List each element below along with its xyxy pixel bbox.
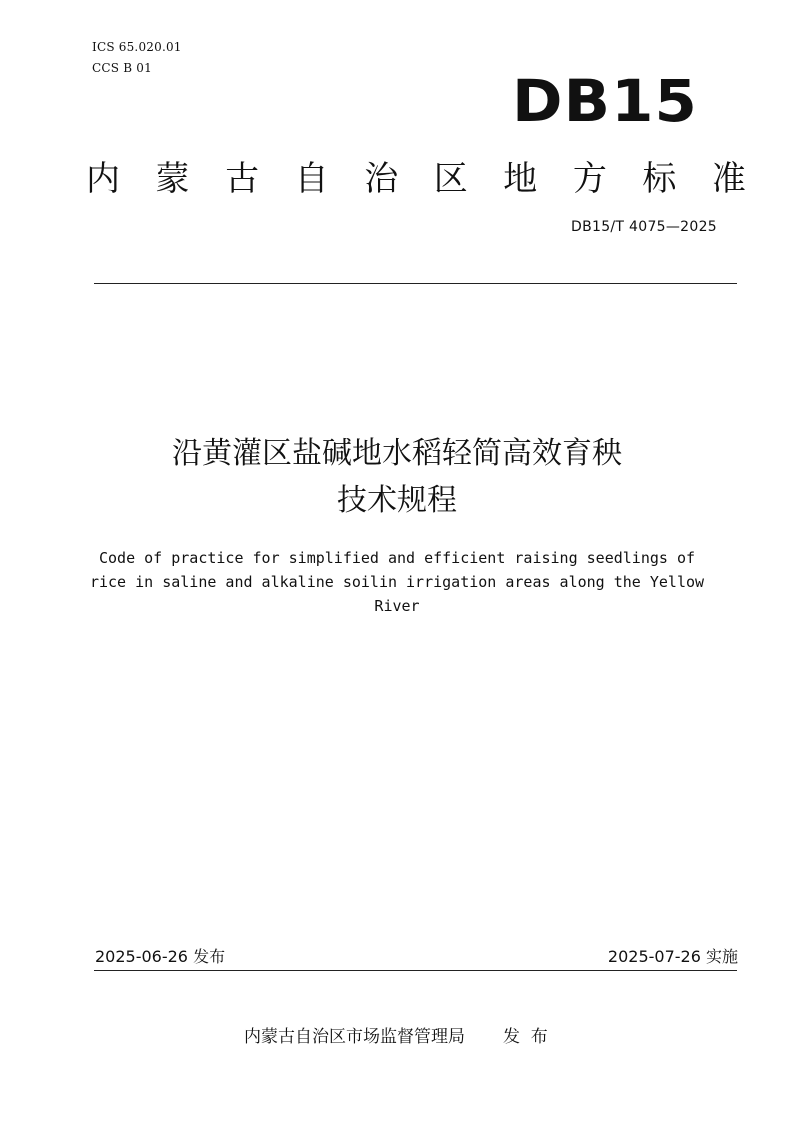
standard-type-char: 地 <box>503 158 538 199</box>
standard-type-char: 内 <box>86 158 120 199</box>
publisher-line <box>244 1025 548 1049</box>
title-en-line-2: rice in saline and alkaline soilin irrigation areas along the Yellow <box>89 573 705 591</box>
title-en-line-3: River <box>374 597 420 615</box>
publish-action: 发 布 <box>503 1027 548 1047</box>
standard-type-char: 古 <box>225 158 260 199</box>
title-zh-line-1: 沿黄灌区盐碱地水稻轻简高效育秧 <box>172 436 622 471</box>
footer-divider <box>94 970 737 971</box>
ics-code: ICS 65.020.01 <box>92 40 182 54</box>
standard-type-char: 自 <box>294 158 329 199</box>
standard-type-char: 治 <box>364 158 399 199</box>
implementation-date: 2025-07-26 实施 <box>607 947 738 966</box>
db15-logo: DB15 <box>512 67 698 135</box>
header-divider <box>94 283 737 284</box>
title-zh-line-2: 技术规程 <box>337 483 457 518</box>
issue-date: 2025-06-26 发布 <box>95 947 226 966</box>
ccs-code: CCS B 01 <box>92 61 152 75</box>
standard-type-char: 方 <box>572 158 607 199</box>
title-en-line-1: Code of practice for simplified and efficient raising seedlings of <box>98 549 696 567</box>
standard-type-char: 标 <box>642 158 677 199</box>
standard-type-char: 准 <box>711 158 746 199</box>
publisher-name: 内蒙古自治区市场监督管理局 <box>244 1027 465 1047</box>
standard-number: DB15/T 4075—2025 <box>571 219 717 235</box>
standard-type-heading <box>86 150 746 200</box>
standard-type-char: 蒙 <box>155 158 190 199</box>
standard-type-char: 区 <box>433 158 468 199</box>
